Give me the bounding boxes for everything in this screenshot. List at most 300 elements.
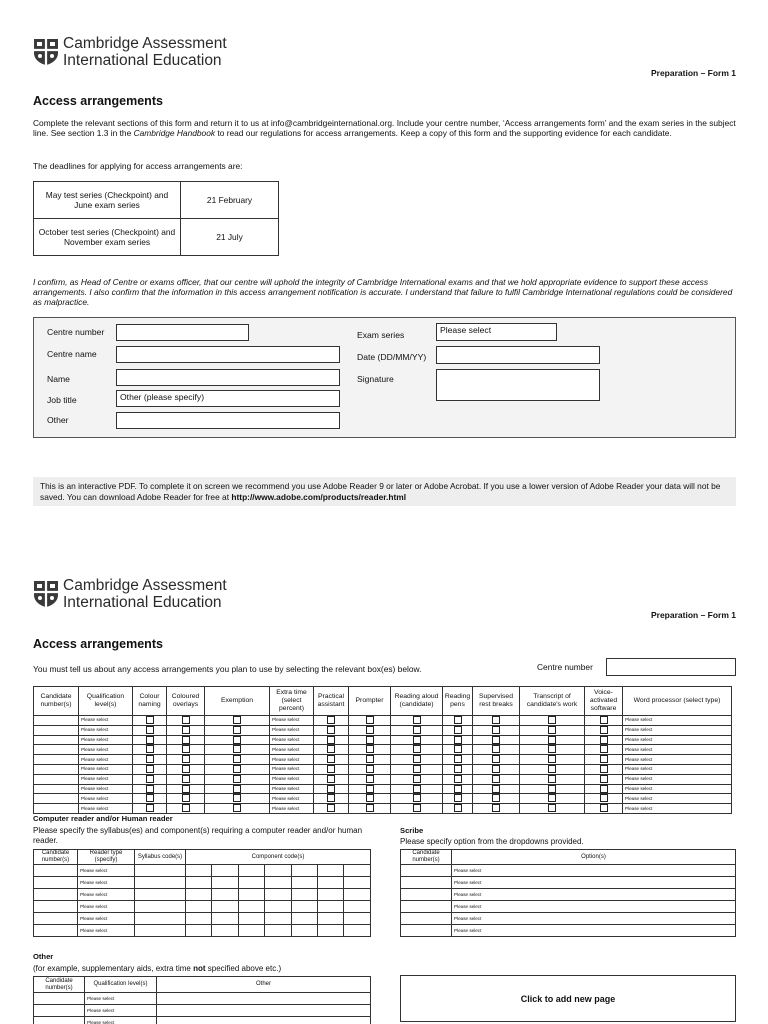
- reading-aloud-checkbox[interactable]: [413, 726, 421, 734]
- col-voice-software: Voice-activated software: [585, 687, 623, 716]
- rest-breaks-checkbox[interactable]: [492, 765, 500, 773]
- transcript-checkbox[interactable]: [548, 745, 556, 753]
- deadline-series: October test series (Checkpoint) and November exam series: [34, 219, 181, 256]
- syllabus-code-input[interactable]: [135, 865, 186, 877]
- candidate-number-input[interactable]: [34, 784, 79, 794]
- component-code-input[interactable]: [265, 877, 291, 889]
- crest-icon: [33, 38, 59, 66]
- exemption-checkbox[interactable]: [233, 775, 241, 783]
- reading-pens-checkbox[interactable]: [454, 775, 462, 783]
- scribe-title: Scribe: [400, 826, 424, 835]
- colour-naming-checkbox[interactable]: [146, 736, 154, 744]
- please-select-dropdown[interactable]: Please select: [78, 901, 135, 913]
- reading-pens-checkbox[interactable]: [454, 736, 462, 744]
- reading-aloud-checkbox[interactable]: [413, 794, 421, 802]
- practical-assistant-checkbox[interactable]: [327, 736, 335, 744]
- please-select-dropdown[interactable]: Please select: [623, 716, 732, 726]
- reading-pens-cell: [443, 725, 473, 735]
- candidate-number-input[interactable]: [401, 865, 452, 877]
- please-select-dropdown[interactable]: Please select: [270, 755, 314, 765]
- transcript-checkbox[interactable]: [548, 785, 556, 793]
- practical-assistant-checkbox[interactable]: [327, 726, 335, 734]
- please-select-dropdown[interactable]: Please select: [270, 774, 314, 784]
- deadlines-intro: The deadlines for applying for access arrangements are:: [33, 161, 243, 171]
- coloured-overlays-checkbox[interactable]: [182, 765, 190, 773]
- prompter-checkbox[interactable]: [366, 775, 374, 783]
- transcript-cell: [520, 716, 585, 726]
- candidate-number-input[interactable]: [34, 865, 78, 877]
- reading-pens-checkbox[interactable]: [454, 785, 462, 793]
- voice-software-cell: [585, 804, 623, 814]
- voice-software-cell: [585, 716, 623, 726]
- candidate-number-input[interactable]: [34, 774, 79, 784]
- table-row: [34, 1017, 371, 1024]
- component-code-input[interactable]: [291, 913, 317, 925]
- reading-pens-checkbox[interactable]: [454, 765, 462, 773]
- coloured-overlays-checkbox[interactable]: [182, 736, 190, 744]
- component-code-input[interactable]: [265, 901, 291, 913]
- reading-aloud-checkbox[interactable]: [413, 755, 421, 763]
- job-title-label: Job title: [47, 395, 77, 405]
- please-select-dropdown[interactable]: Please select: [79, 794, 133, 804]
- component-code-input[interactable]: [344, 877, 371, 889]
- reading-aloud-checkbox[interactable]: [413, 775, 421, 783]
- reading-aloud-checkbox[interactable]: [413, 736, 421, 744]
- syllabus-code-input[interactable]: [135, 913, 186, 925]
- exemption-checkbox[interactable]: [233, 794, 241, 802]
- practical-assistant-checkbox[interactable]: [327, 775, 335, 783]
- please-select-dropdown[interactable]: Please select: [623, 745, 732, 755]
- voice-software-checkbox[interactable]: [600, 745, 608, 753]
- exemption-cell: [205, 804, 270, 814]
- please-select-dropdown[interactable]: Please select: [270, 784, 314, 794]
- candidate-number-input[interactable]: [401, 889, 452, 901]
- transcript-checkbox[interactable]: [548, 804, 556, 812]
- transcript-cell: [520, 764, 585, 774]
- job-title-select[interactable]: Other (please specify): [116, 390, 340, 407]
- colour-naming-cell: [133, 745, 167, 755]
- please-select-dropdown[interactable]: Please select: [623, 755, 732, 765]
- instruction-text: You must tell us about any access arrangements you plan to use by selecting the relevant box(es) below.: [33, 664, 422, 674]
- intro-paragraph: Complete the relevant sections of this form and return it to us at info@cambridgeinternational.org. Include your centre number, ‘Access arrangements form’ and the exam series in the subject line. See section 1.3 in the Cambridge Handbook to read our regulations for access arrangements. Keep a copy of this form and the supporting evidence for each candidate.: [33, 118, 736, 138]
- coloured-overlays-checkbox[interactable]: [182, 804, 190, 812]
- component-code-input[interactable]: [291, 865, 317, 877]
- table-row: [34, 774, 732, 784]
- coloured-overlays-checkbox[interactable]: [182, 794, 190, 802]
- please-select-dropdown[interactable]: Please select: [79, 764, 133, 774]
- table-row: [34, 913, 371, 925]
- table-row: [34, 755, 732, 765]
- please-select-dropdown[interactable]: Please select: [79, 784, 133, 794]
- reading-pens-checkbox[interactable]: [454, 755, 462, 763]
- exemption-checkbox[interactable]: [233, 785, 241, 793]
- colour-naming-checkbox[interactable]: [146, 755, 154, 763]
- candidate-number-input[interactable]: [34, 735, 79, 745]
- please-select-dropdown[interactable]: Please select: [452, 901, 736, 913]
- colour-naming-checkbox[interactable]: [146, 775, 154, 783]
- table-row: [401, 865, 736, 877]
- component-code-input[interactable]: [212, 889, 238, 901]
- component-code-input[interactable]: [238, 865, 264, 877]
- col-candidate: Candidate number(s): [401, 850, 452, 865]
- candidate-number-input[interactable]: [34, 725, 79, 735]
- reading-aloud-cell: [391, 725, 443, 735]
- other-input[interactable]: [157, 993, 371, 1005]
- component-code-input[interactable]: [318, 865, 344, 877]
- component-code-input[interactable]: [238, 901, 264, 913]
- practical-assistant-cell: [314, 725, 349, 735]
- prompter-checkbox[interactable]: [366, 765, 374, 773]
- component-code-input[interactable]: [318, 901, 344, 913]
- practical-assistant-checkbox[interactable]: [327, 755, 335, 763]
- please-select-dropdown[interactable]: Please select: [270, 745, 314, 755]
- col-component: Component code(s): [186, 850, 371, 865]
- reading-aloud-checkbox[interactable]: [413, 745, 421, 753]
- rest-breaks-checkbox[interactable]: [492, 726, 500, 734]
- transcript-checkbox[interactable]: [548, 775, 556, 783]
- col-reading-pens: Reading pens: [443, 687, 473, 716]
- reader-desc: Please specify the syllabus(es) and component(s) requiring a computer reader and/or human reader.: [33, 826, 363, 845]
- header-row: [34, 850, 371, 865]
- candidate-number-input[interactable]: [401, 901, 452, 913]
- please-select-dropdown[interactable]: Please select: [85, 1017, 157, 1024]
- please-select-dropdown[interactable]: Please select: [270, 725, 314, 735]
- coloured-overlays-checkbox[interactable]: [182, 745, 190, 753]
- practical-assistant-cell: [314, 745, 349, 755]
- syllabus-code-input[interactable]: [135, 889, 186, 901]
- reading-pens-checkbox[interactable]: [454, 804, 462, 812]
- candidate-number-input[interactable]: [401, 925, 452, 937]
- transcript-checkbox[interactable]: [548, 765, 556, 773]
- voice-software-checkbox[interactable]: [600, 785, 608, 793]
- exemption-cell: [205, 725, 270, 735]
- colour-naming-checkbox[interactable]: [146, 726, 154, 734]
- please-select-dropdown[interactable]: Please select: [270, 794, 314, 804]
- please-select-dropdown[interactable]: Please select: [452, 877, 736, 889]
- table-row: [34, 993, 371, 1005]
- please-select-dropdown[interactable]: Please select: [79, 735, 133, 745]
- rest-breaks-checkbox[interactable]: [492, 755, 500, 763]
- prompter-checkbox[interactable]: [366, 745, 374, 753]
- voice-software-checkbox[interactable]: [600, 726, 608, 734]
- component-code-input[interactable]: [344, 913, 371, 925]
- prompter-checkbox[interactable]: [366, 785, 374, 793]
- please-select-dropdown[interactable]: Please select: [623, 804, 732, 814]
- please-select-dropdown[interactable]: Please select: [79, 725, 133, 735]
- component-code-input[interactable]: [318, 889, 344, 901]
- reading-aloud-cell: [391, 755, 443, 765]
- colour-naming-checkbox[interactable]: [146, 765, 154, 773]
- candidate-number-input[interactable]: [34, 804, 79, 814]
- please-select-dropdown[interactable]: Please select: [78, 925, 135, 937]
- colour-naming-checkbox[interactable]: [146, 804, 154, 812]
- prompter-cell: [349, 755, 391, 765]
- rest-breaks-cell: [473, 764, 520, 774]
- component-code-input[interactable]: [186, 925, 212, 937]
- please-select-dropdown[interactable]: Please select: [270, 716, 314, 726]
- prompter-checkbox[interactable]: [366, 716, 374, 724]
- please-select-dropdown[interactable]: Please select: [270, 804, 314, 814]
- please-select-dropdown[interactable]: Please select: [85, 1005, 157, 1017]
- voice-software-cell: [585, 764, 623, 774]
- transcript-checkbox[interactable]: [548, 736, 556, 744]
- voice-software-checkbox[interactable]: [600, 755, 608, 763]
- colour-naming-checkbox[interactable]: [146, 745, 154, 753]
- please-select-dropdown[interactable]: Please select: [452, 865, 736, 877]
- exam-series-select[interactable]: Please select: [436, 323, 557, 341]
- reading-aloud-checkbox[interactable]: [413, 765, 421, 773]
- coloured-overlays-checkbox[interactable]: [182, 755, 190, 763]
- transcript-checkbox[interactable]: [548, 794, 556, 802]
- voice-software-checkbox[interactable]: [600, 775, 608, 783]
- please-select-dropdown[interactable]: Please select: [78, 877, 135, 889]
- syllabus-code-input[interactable]: [135, 901, 186, 913]
- candidate-number-input[interactable]: [401, 877, 452, 889]
- component-code-input[interactable]: [186, 889, 212, 901]
- adobe-link[interactable]: http://www.adobe.com/products/reader.html: [231, 492, 407, 502]
- component-code-input[interactable]: [186, 865, 212, 877]
- transcript-checkbox[interactable]: [548, 726, 556, 734]
- rest-breaks-checkbox[interactable]: [492, 775, 500, 783]
- exemption-checkbox[interactable]: [233, 804, 241, 812]
- coloured-overlays-checkbox[interactable]: [182, 716, 190, 724]
- component-code-input[interactable]: [344, 925, 371, 937]
- please-select-dropdown[interactable]: Please select: [270, 735, 314, 745]
- candidate-number-input[interactable]: [34, 794, 79, 804]
- voice-software-checkbox[interactable]: [600, 794, 608, 802]
- component-code-input[interactable]: [238, 925, 264, 937]
- voice-software-cell: [585, 774, 623, 784]
- transcript-cell: [520, 725, 585, 735]
- component-code-input[interactable]: [212, 901, 238, 913]
- component-code-input[interactable]: [186, 913, 212, 925]
- page-title: Access arrangements: [33, 637, 163, 651]
- candidate-number-input[interactable]: [401, 913, 452, 925]
- rest-breaks-checkbox[interactable]: [492, 794, 500, 802]
- candidate-number-input[interactable]: [34, 745, 79, 755]
- component-code-input[interactable]: [318, 925, 344, 937]
- adobe-note: This is an interactive PDF. To complete it on screen we recommend you use Adobe Reader 9 or later or Adobe Acrobat. If you use a lower version of Adobe Reader your data will not be saved. You can download Adobe Reader for free at http://www.adobe.com/products/reader.html: [33, 477, 736, 506]
- coloured-overlays-checkbox[interactable]: [182, 726, 190, 734]
- prompter-checkbox[interactable]: [366, 736, 374, 744]
- please-select-dropdown[interactable]: Please select: [78, 889, 135, 901]
- exemption-checkbox[interactable]: [233, 716, 241, 724]
- component-code-input[interactable]: [212, 865, 238, 877]
- col-coloured-overlays: Coloured overlays: [167, 687, 205, 716]
- exemption-cell: [205, 794, 270, 804]
- prompter-checkbox[interactable]: [366, 804, 374, 812]
- add-page-button[interactable]: Click to add new page: [400, 975, 736, 1022]
- rest-breaks-checkbox[interactable]: [492, 804, 500, 812]
- other-input[interactable]: [157, 1017, 371, 1024]
- please-select-dropdown[interactable]: Please select: [79, 774, 133, 784]
- reading-aloud-cell: [391, 804, 443, 814]
- rest-breaks-checkbox[interactable]: [492, 785, 500, 793]
- component-code-input[interactable]: [238, 877, 264, 889]
- centre-number-input[interactable]: [606, 658, 736, 676]
- confirmation-text: I confirm, as Head of Centre or exams officer, that our centre will uphold the integrity of Cambridge International exams and that we hold appropriate evidence to support these access arrangements. I also confirm that the information in this access arrangement notification is accurate. I understand that failure to fulfil Cambridge International regulations could be considered as malpractice.: [33, 277, 733, 307]
- component-code-input[interactable]: [318, 877, 344, 889]
- reading-pens-cell: [443, 784, 473, 794]
- syllabus-code-input[interactable]: [135, 877, 186, 889]
- centre-name-input[interactable]: [116, 346, 340, 363]
- please-select-dropdown[interactable]: Please select: [623, 764, 732, 774]
- component-code-input[interactable]: [265, 865, 291, 877]
- practical-assistant-checkbox[interactable]: [327, 804, 335, 812]
- voice-software-cell: [585, 794, 623, 804]
- table-row: [34, 865, 371, 877]
- signature-field[interactable]: [436, 369, 600, 401]
- coloured-overlays-cell: [167, 804, 205, 814]
- voice-software-checkbox[interactable]: [600, 765, 608, 773]
- coloured-overlays-checkbox[interactable]: [182, 775, 190, 783]
- exam-series-label: Exam series: [357, 330, 405, 340]
- voice-software-checkbox[interactable]: [600, 716, 608, 724]
- please-select-dropdown[interactable]: Please select: [623, 725, 732, 735]
- please-select-dropdown[interactable]: Please select: [270, 764, 314, 774]
- please-select-dropdown[interactable]: Please select: [79, 804, 133, 814]
- candidate-number-input[interactable]: [34, 755, 79, 765]
- candidate-number-input[interactable]: [34, 889, 78, 901]
- component-code-input[interactable]: [265, 925, 291, 937]
- reading-aloud-checkbox[interactable]: [413, 716, 421, 724]
- reading-pens-checkbox[interactable]: [454, 794, 462, 802]
- reading-aloud-cell: [391, 745, 443, 755]
- logo-line1: Cambridge Assessment: [63, 577, 227, 594]
- centre-number-label: Centre number: [537, 662, 593, 672]
- please-select-dropdown[interactable]: Please select: [623, 774, 732, 784]
- practical-assistant-checkbox[interactable]: [327, 765, 335, 773]
- please-select-dropdown[interactable]: Please select: [623, 784, 732, 794]
- rest-breaks-checkbox[interactable]: [492, 745, 500, 753]
- component-code-input[interactable]: [344, 865, 371, 877]
- coloured-overlays-cell: [167, 725, 205, 735]
- col-prompter: Prompter: [349, 687, 391, 716]
- transcript-cell: [520, 735, 585, 745]
- transcript-checkbox[interactable]: [548, 716, 556, 724]
- prompter-checkbox[interactable]: [366, 755, 374, 763]
- candidate-number-input[interactable]: [34, 764, 79, 774]
- component-code-input[interactable]: [265, 889, 291, 901]
- please-select-dropdown[interactable]: Please select: [452, 913, 736, 925]
- prompter-cell: [349, 804, 391, 814]
- practical-assistant-checkbox[interactable]: [327, 745, 335, 753]
- component-code-input[interactable]: [318, 913, 344, 925]
- signature-label: Signature: [357, 374, 394, 384]
- candidate-number-input[interactable]: [34, 1005, 85, 1017]
- exemption-checkbox[interactable]: [233, 755, 241, 763]
- reading-aloud-checkbox[interactable]: [413, 785, 421, 793]
- centre-number-label: Centre number: [47, 327, 105, 337]
- candidate-number-input[interactable]: [34, 716, 79, 726]
- candidate-number-input[interactable]: [34, 1017, 85, 1024]
- exemption-checkbox[interactable]: [233, 765, 241, 773]
- col-exemption: Exemption: [205, 687, 270, 716]
- component-code-input[interactable]: [344, 901, 371, 913]
- please-select-dropdown[interactable]: Please select: [79, 755, 133, 765]
- please-select-dropdown[interactable]: Please select: [623, 794, 732, 804]
- exemption-checkbox[interactable]: [233, 745, 241, 753]
- coloured-overlays-checkbox[interactable]: [182, 785, 190, 793]
- component-code-input[interactable]: [238, 913, 264, 925]
- rest-breaks-checkbox[interactable]: [492, 736, 500, 744]
- please-select-dropdown[interactable]: Please select: [79, 716, 133, 726]
- exemption-checkbox[interactable]: [233, 736, 241, 744]
- deadline-series: May test series (Checkpoint) and June exam series: [34, 182, 181, 219]
- practical-assistant-checkbox[interactable]: [327, 716, 335, 724]
- component-code-input[interactable]: [291, 925, 317, 937]
- table-row: [401, 889, 736, 901]
- coloured-overlays-cell: [167, 794, 205, 804]
- prompter-checkbox[interactable]: [366, 726, 374, 734]
- component-code-input[interactable]: [212, 925, 238, 937]
- other-input[interactable]: [116, 412, 340, 429]
- component-code-input[interactable]: [291, 889, 317, 901]
- reading-pens-checkbox[interactable]: [454, 716, 462, 724]
- syllabus-code-input[interactable]: [135, 925, 186, 937]
- date-input[interactable]: [436, 346, 600, 364]
- rest-breaks-checkbox[interactable]: [492, 716, 500, 724]
- candidate-number-input[interactable]: [34, 901, 78, 913]
- colour-naming-checkbox[interactable]: [146, 785, 154, 793]
- component-code-input[interactable]: [212, 913, 238, 925]
- please-select-dropdown[interactable]: Please select: [78, 865, 135, 877]
- please-select-dropdown[interactable]: Please select: [85, 993, 157, 1005]
- other-input[interactable]: [157, 1005, 371, 1017]
- candidate-number-input[interactable]: [34, 993, 85, 1005]
- colour-naming-checkbox[interactable]: [146, 716, 154, 724]
- candidate-number-input[interactable]: [34, 877, 78, 889]
- candidate-number-input[interactable]: [34, 925, 78, 937]
- please-select-dropdown[interactable]: Please select: [623, 735, 732, 745]
- prompter-checkbox[interactable]: [366, 794, 374, 802]
- voice-software-checkbox[interactable]: [600, 804, 608, 812]
- please-select-dropdown[interactable]: Please select: [452, 925, 736, 937]
- transcript-cell: [520, 774, 585, 784]
- please-select-dropdown[interactable]: Please select: [78, 913, 135, 925]
- centre-number-input[interactable]: [116, 324, 249, 341]
- component-code-input[interactable]: [186, 901, 212, 913]
- rest-breaks-cell: [473, 716, 520, 726]
- transcript-checkbox[interactable]: [548, 755, 556, 763]
- name-input[interactable]: [116, 369, 340, 386]
- practical-assistant-cell: [314, 804, 349, 814]
- colour-naming-checkbox[interactable]: [146, 794, 154, 802]
- component-code-input[interactable]: [291, 901, 317, 913]
- practical-assistant-checkbox[interactable]: [327, 794, 335, 802]
- voice-software-checkbox[interactable]: [600, 736, 608, 744]
- candidate-number-input[interactable]: [34, 913, 78, 925]
- col-candidate: Candidate number(s): [34, 977, 85, 993]
- component-code-input[interactable]: [291, 877, 317, 889]
- reading-aloud-checkbox[interactable]: [413, 804, 421, 812]
- component-code-input[interactable]: [265, 913, 291, 925]
- component-code-input[interactable]: [186, 877, 212, 889]
- practical-assistant-cell: [314, 794, 349, 804]
- reader-title: Computer reader and/or Human reader: [33, 814, 173, 823]
- component-code-input[interactable]: [344, 889, 371, 901]
- component-code-input[interactable]: [212, 877, 238, 889]
- header-row: [34, 687, 732, 716]
- please-select-dropdown[interactable]: Please select: [452, 889, 736, 901]
- reading-pens-checkbox[interactable]: [454, 745, 462, 753]
- reading-aloud-cell: [391, 784, 443, 794]
- component-code-input[interactable]: [238, 889, 264, 901]
- exemption-checkbox[interactable]: [233, 726, 241, 734]
- practical-assistant-checkbox[interactable]: [327, 785, 335, 793]
- reading-pens-checkbox[interactable]: [454, 726, 462, 734]
- please-select-dropdown[interactable]: Please select: [79, 745, 133, 755]
